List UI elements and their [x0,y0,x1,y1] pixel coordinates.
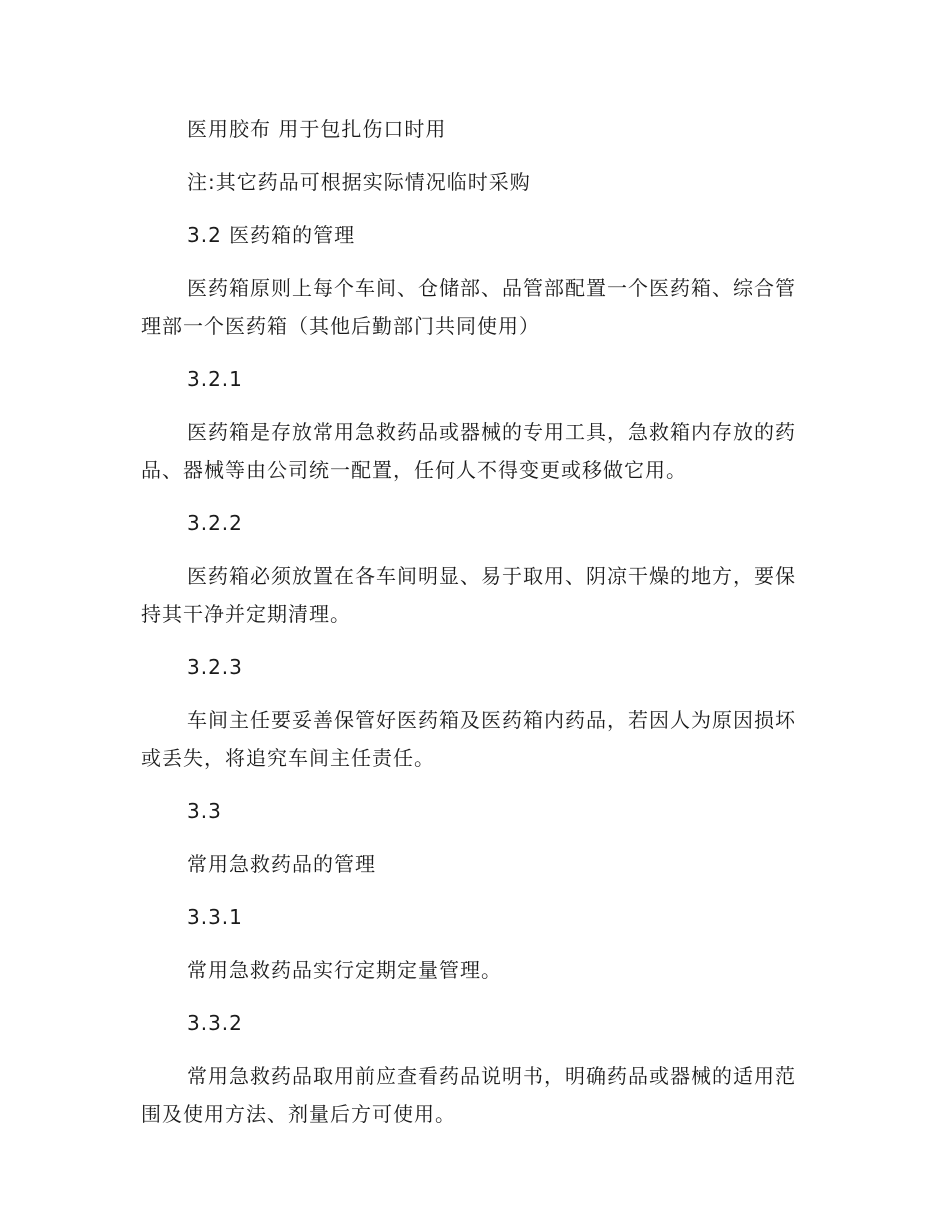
section-number-3-3-2: 3.3.2 [187,1011,243,1035]
paragraph-kit-allocation: 医药箱原则上每个车间、仓储部、品管部配置一个医药箱、综合管理部一个医药箱（其他后勤部门共同使用） [141,276,796,338]
section-number-3-2-3: 3.2.3 [187,655,243,679]
section-number-3-2-2: 3.2.2 [187,511,243,535]
section-number-3-3-1: 3.3.1 [187,905,243,929]
paragraph-kit-custody: 车间主任要妥善保管好医药箱及医药箱内药品，若因人为原因损坏或丢失，将追究车间主任责任。 [141,708,796,770]
paragraph-medical-tape: 医用胶布 用于包扎伤口时用 [187,117,447,141]
paragraph-regular-management: 常用急救药品实行定期定量管理。 [187,958,502,982]
section-title-3-3: 常用急救药品的管理 [187,852,376,876]
section-number-3-2-1: 3.2.1 [187,367,243,391]
section-heading-3-2: 3.2 医药箱的管理 [187,223,356,247]
document-body [141,110,801,1133]
paragraph-usage-instructions: 常用急救药品取用前应查看药品说明书，明确药品或器械的适用范围及使用方法、剂量后方可使用。 [141,1064,796,1126]
paragraph-kit-placement: 医药箱必须放置在各车间明显、易于取用、阴凉干燥的地方，要保持其干净并定期清理。 [141,564,796,626]
paragraph-note: 注:其它药品可根据实际情况临时采购 [187,170,531,194]
paragraph-kit-purpose: 医药箱是存放常用急救药品或器械的专用工具，急救箱内存放的药品、器械等由公司统一配置，任何人不得变更或移做它用。 [141,420,796,482]
section-number-3-3: 3.3 [187,799,222,823]
